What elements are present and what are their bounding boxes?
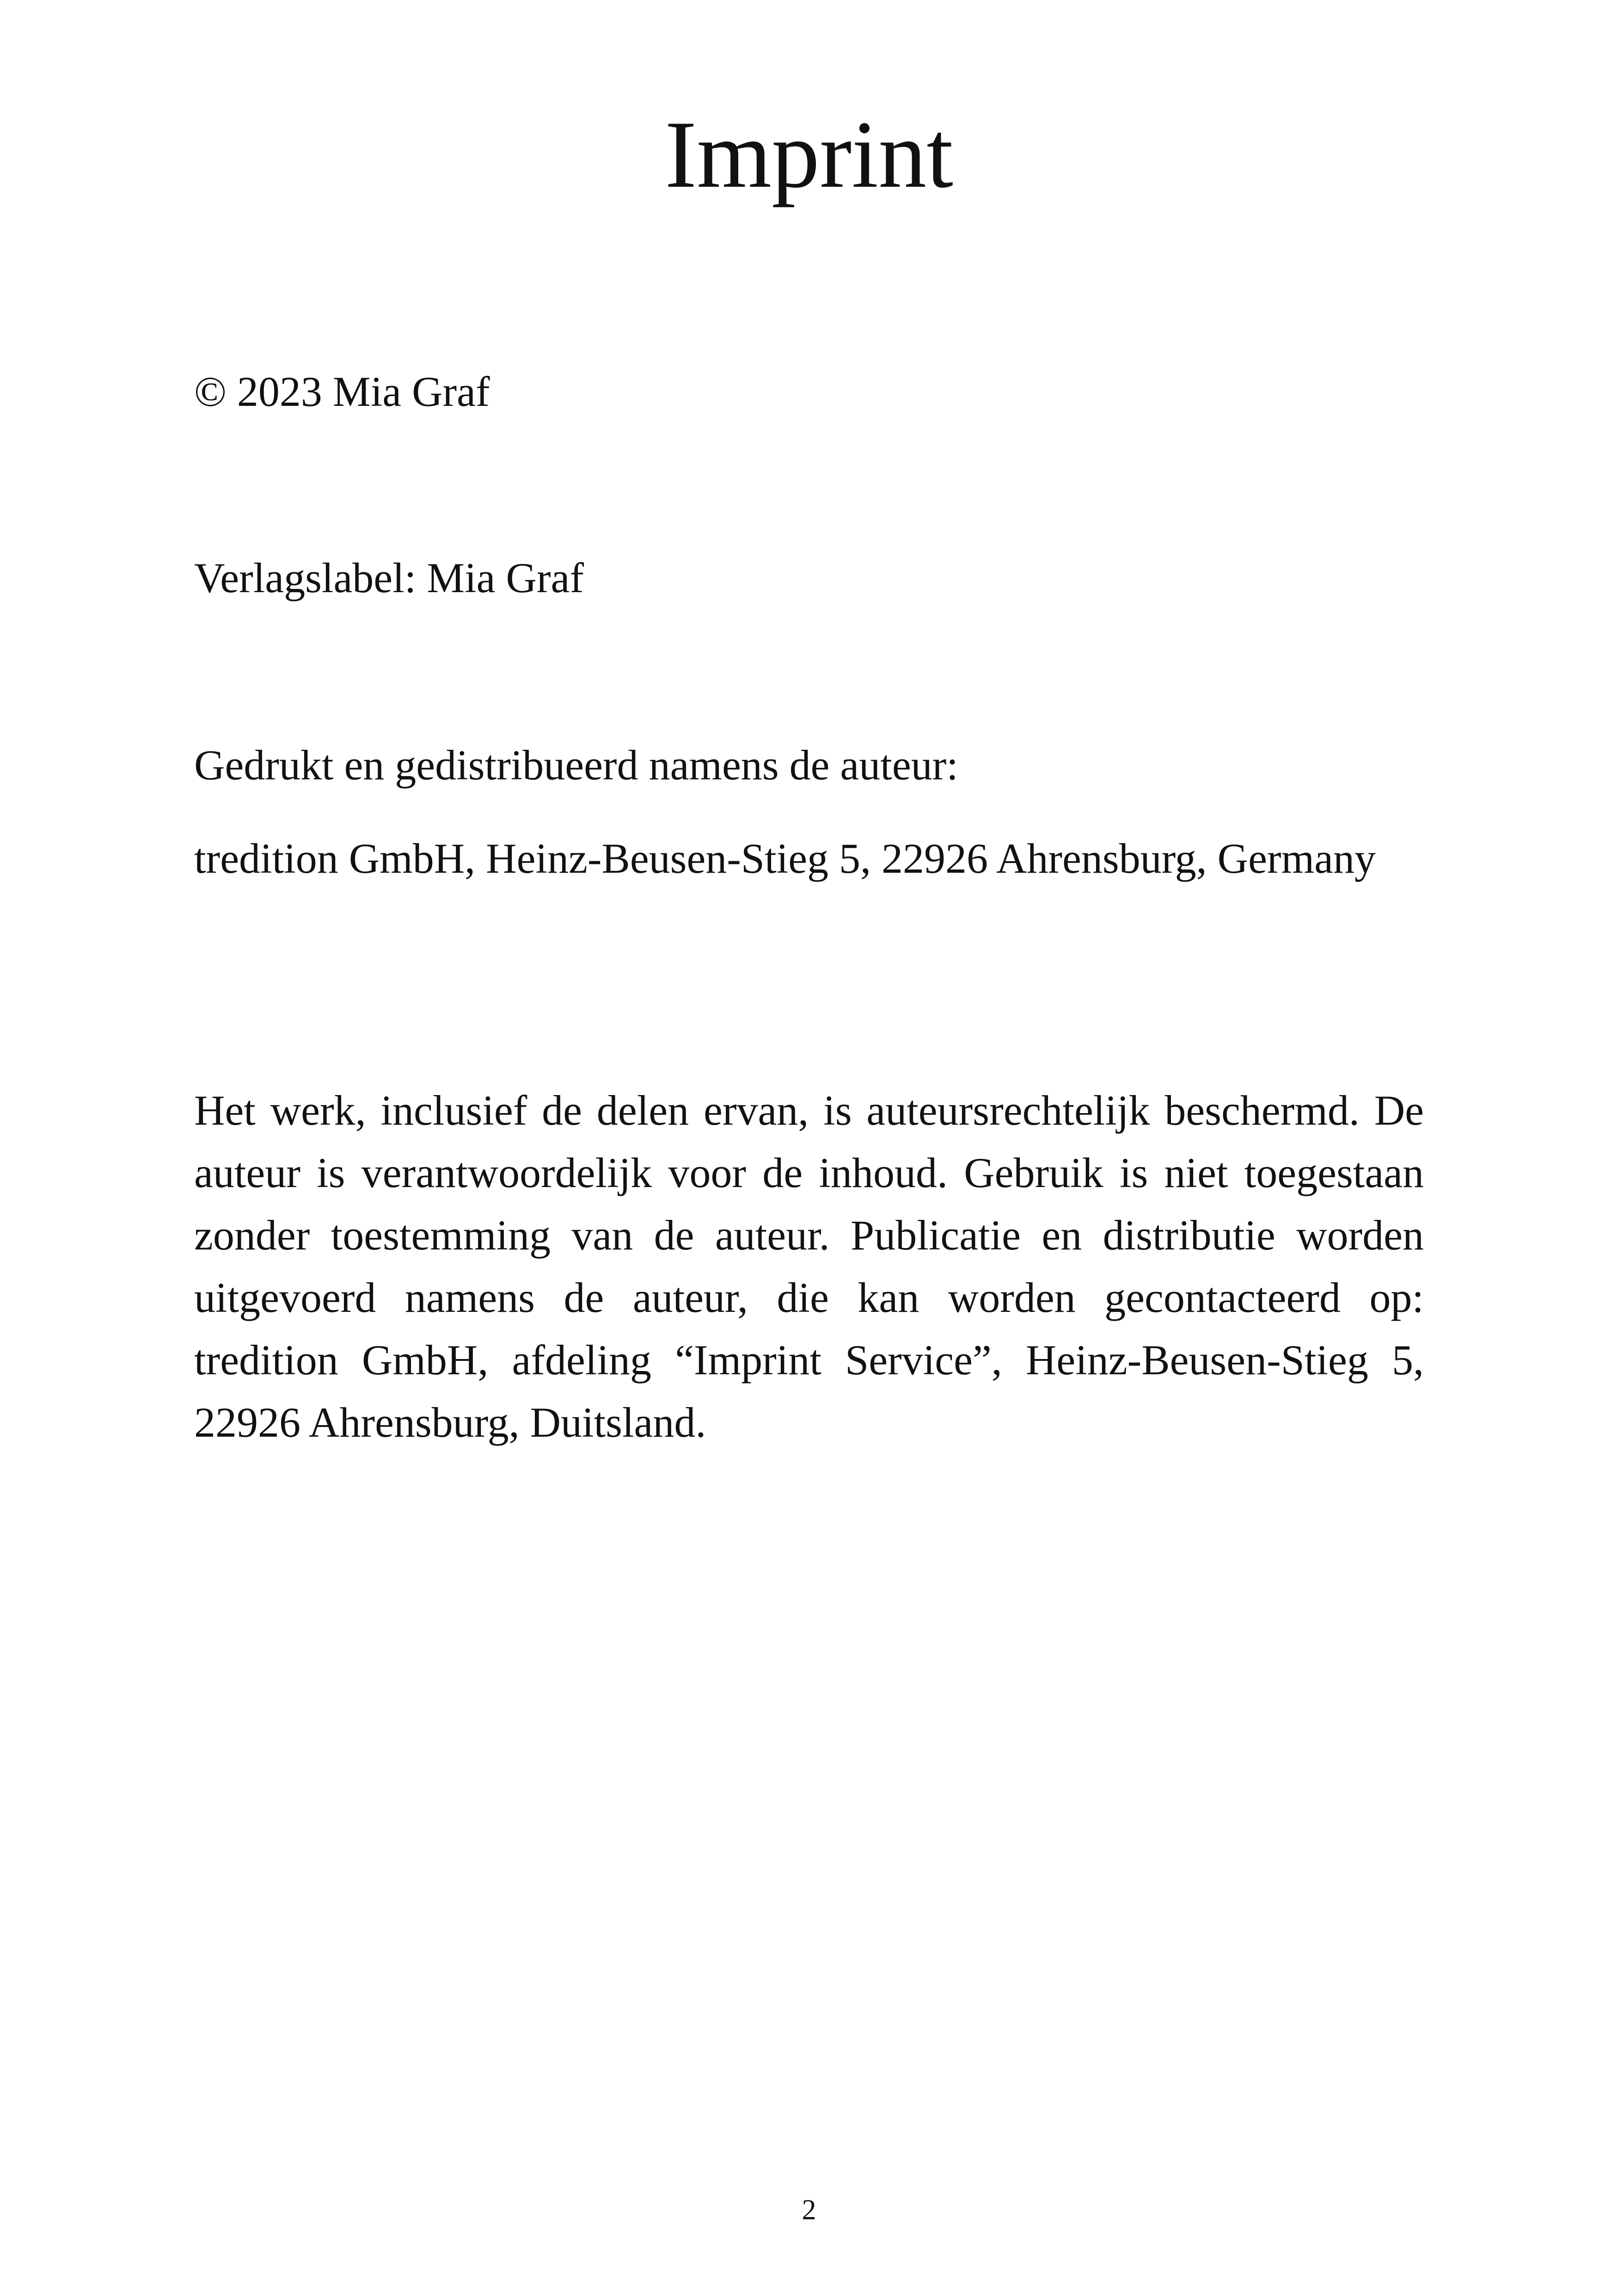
page-number: 2	[802, 2194, 816, 2226]
page-title: Imprint	[665, 101, 953, 208]
printed-distributed-line: Gedrukt en gedistribueerd namens de auteur:	[194, 741, 958, 789]
legal-notice: Het werk, inclusief de delen ervan, is auteursrechtelijk beschermd. De auteur is verantwoordelijk voor de inhoud. Gebruik is niet toegestaan zonder toestemming van de auteur. Publicatie en distributie worden uitgevoerd namens de auteur, die kan worden gecontacteerd op: tredition GmbH, afdeling “Imprint Service”, Heinz-Beusen-Stieg 5, 22926 Ahrensburg, Duitsland.	[194, 1087, 1424, 1446]
copyright-notice: © 2023 Mia Graf	[194, 368, 490, 415]
publisher-address: tredition GmbH, Heinz-Beusen-Stieg 5, 22926 Ahrensburg, Germany	[194, 835, 1376, 882]
publisher-label: Verlagslabel: Mia Graf	[194, 554, 584, 601]
